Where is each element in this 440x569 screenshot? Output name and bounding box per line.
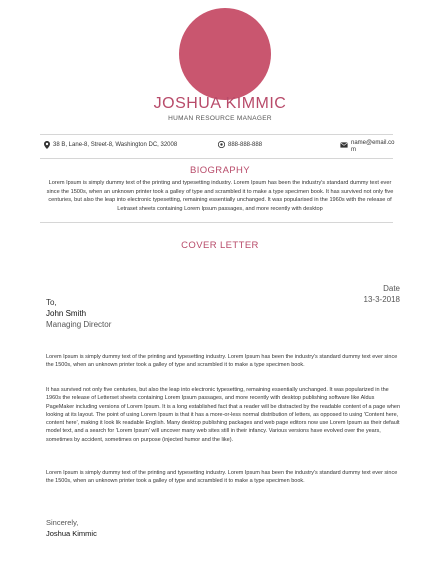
recipient-name: John Smith bbox=[46, 309, 87, 318]
letter-paragraph-2: It has survived not only five centuries, but also the leap into electronic typesetting, remaining essentially unchanged. It was popularized in the 1960s the release of Letterset sheets containing Lorem Ipsum passages, and more recently with desktop publishing software like Aldus PageMaker including versions of Lorem Ipsum. It is a long established fact that a reader will be distracted by the readable content of a page when looking at its layout. The point of using Lorem Ipsum is that it has a more-or-less normal distribution of letters, as opposed to using 'Content here, content here', making it look lik readable English. Many desktop publishing packages and web page editors now use Lorem Ipsum as their default model text, and a search for 'Lorem Ipsum' will uncover many web sites still in their infancy. Various versions have evolved over the years, sometimes by accident, sometimes on purpose (injected humor and the like). bbox=[46, 387, 401, 443]
contact-phone bbox=[218, 141, 262, 148]
profile-avatar bbox=[179, 8, 271, 100]
signer-name: Joshua Kimmic bbox=[46, 529, 97, 538]
salutation-to: To, bbox=[46, 298, 57, 307]
candidate-name: JOSHUA KIMMIC bbox=[153, 95, 287, 112]
phone-icon bbox=[218, 141, 225, 148]
recipient-title: Managing Director bbox=[46, 320, 112, 329]
email-text[interactable]: name@email.co m bbox=[351, 140, 395, 153]
date-label: Date bbox=[383, 284, 400, 293]
candidate-role: HUMAN RESOURCE MANAGER bbox=[168, 115, 272, 122]
letter-paragraph-3: Lorem Ipsum is simply dummy text of the printing and typesetting industry. Lorem Ipsum has been the industry's standard dummy text ever since the 1500s, when an unknown printer took a galley of type and scrambled it to make a type specimen book. bbox=[46, 470, 398, 485]
closing-text: Sincerely, bbox=[46, 518, 79, 527]
envelope-icon bbox=[340, 142, 348, 148]
phone-text: 888-888-888 bbox=[228, 141, 263, 148]
cover-letter-title: COVER LETTER bbox=[181, 240, 259, 251]
contact-address bbox=[44, 141, 177, 149]
divider-biography bbox=[40, 222, 393, 223]
biography-text: Lorem Ipsum is simply dummy text of the printing and typesetting industry. Lorem Ipsum has been the industry's standard dummy text ever since the 1500s, when an unknown printer took a galley of type and scrambled it to make a type specimen book. It has survived not only five centuries, but also the leap into electronic typesetting, remaining essentially unchanged. It was popularised in the 1960s with the release of Letraset sheets containing Lorem Ipsum passages, and more recently with desktop bbox=[46, 180, 394, 212]
divider-top bbox=[40, 134, 393, 135]
divider-contact bbox=[40, 158, 393, 159]
biography-title: BIOGRAPHY bbox=[189, 165, 251, 176]
contact-email bbox=[340, 140, 394, 154]
letter-paragraph-1: Lorem Ipsum is simply dummy text of the printing and typesetting industry. Lorem Ipsum has been the industry's standard dummy text ever since the 1500s, when an unknown printer took a galley of type and scrambled it to make a type specimen book. bbox=[46, 354, 398, 369]
letter-date: 13-3-2018 bbox=[363, 295, 400, 304]
address-text: 38 B, Lane-8, Street-8, Washington DC, 32008 bbox=[53, 142, 178, 148]
location-pin-icon bbox=[44, 141, 50, 149]
